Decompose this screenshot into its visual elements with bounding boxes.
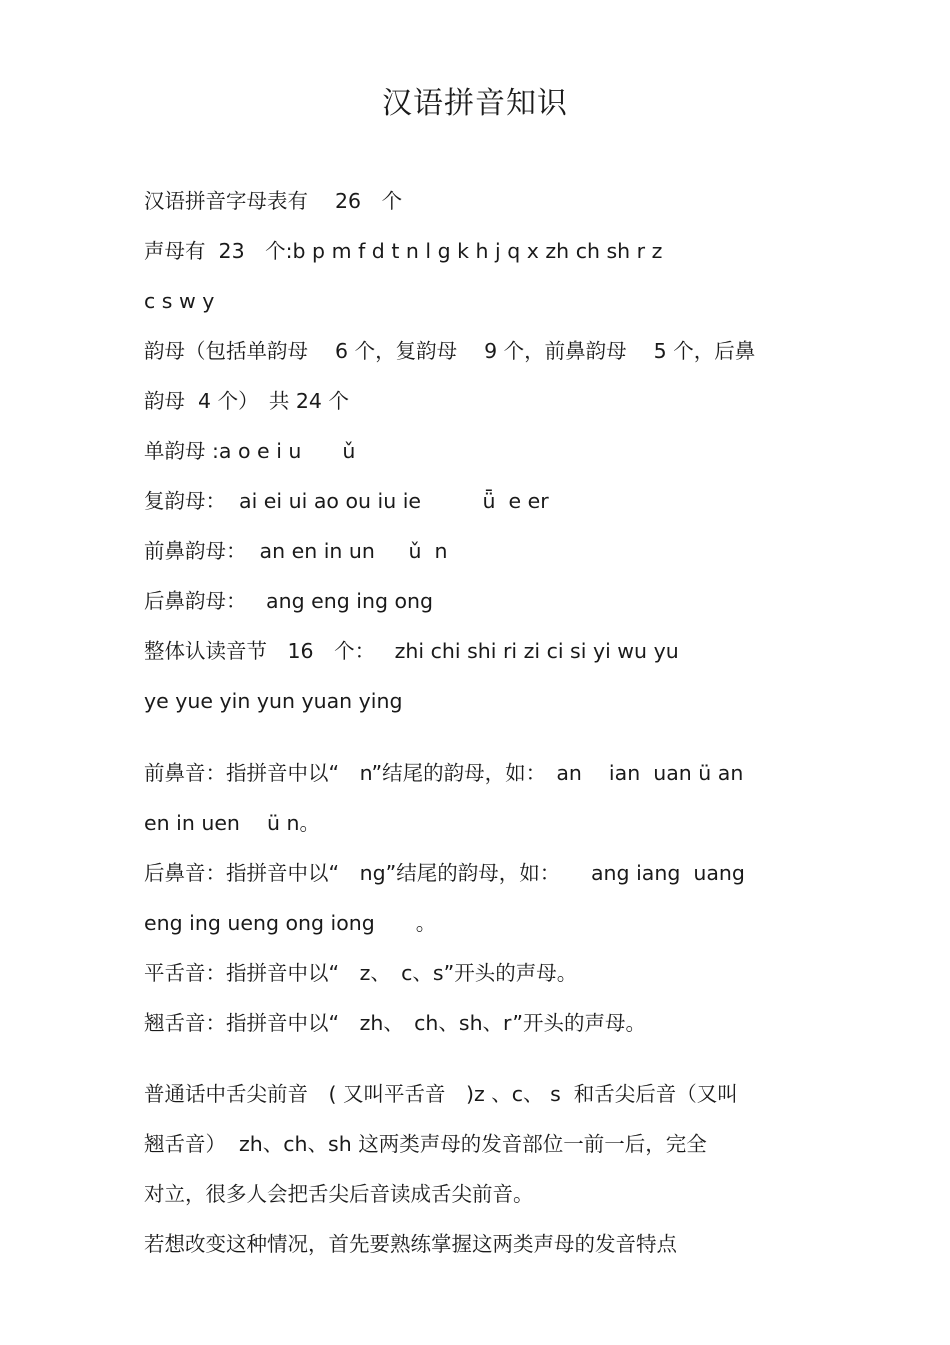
text-line-back-nasal-def: 后鼻音：指拼音中以“ ng”结尾的韵母，如： ang iang uang: [144, 861, 745, 885]
text-line-retroflex-def: 翘舌音：指拼音中以“ zh、 ch、sh、r”开头的声母。: [144, 1011, 646, 1035]
text-line-compound-finals: 复韵母： ai ei ui ao ou iu ie ǖ e er: [144, 489, 549, 513]
text-line-paragraph-4: 若想改变这种情况，首先要熟练掌握这两类声母的发音特点: [144, 1232, 677, 1256]
text-line-simple-finals: 单韵母 :a o e i u ǔ: [144, 439, 356, 463]
text-line-whole-syllables-cont: ye yue yin yun yuan ying: [144, 689, 403, 713]
document-title: 汉语拼音知识: [382, 86, 568, 121]
text-line-paragraph-1: 普通话中舌尖前音 ( 又叫平舌音 )z 、c、 s 和舌尖后音（又叫: [144, 1082, 738, 1106]
text-line-initials-cont: c s w y: [144, 289, 215, 313]
text-line-back-nasal-finals: 后鼻韵母： ang eng ing ong: [144, 589, 434, 613]
text-line-paragraph-3: 对立，很多人会把舌尖后音读成舌尖前音。: [144, 1182, 534, 1206]
text-line-back-nasal-def-cont: eng ing ueng ong iong 。: [144, 911, 437, 935]
text-line-front-nasal-finals: 前鼻韵母： an en in un ǔ n: [144, 539, 448, 563]
text-line-whole-syllables: 整体认读音节 16 个： zhi chi shi ri zi ci si yi wu yu: [144, 639, 679, 663]
text-line-front-nasal-def-cont: en in uen ü n。: [144, 811, 320, 835]
text-line-paragraph-2: 翘舌音） zh、ch、sh 这两类声母的发音部位一前一后，完全: [144, 1132, 707, 1156]
text-line-finals-summary: 韵母（包括单韵母 6 个，复韵母 9 个，前鼻韵母 5 个，后鼻: [144, 339, 756, 363]
text-line-flat-tongue-def: 平舌音：指拼音中以“ z、 c、s”开头的声母。: [144, 961, 578, 985]
text-line-alphabet-count: 汉语拼音字母表有 26 个: [144, 189, 403, 213]
text-line-front-nasal-def: 前鼻音：指拼音中以“ n”结尾的韵母，如： an ian uan ü an: [144, 761, 744, 785]
text-line-initials: 声母有 23 个:b p m f d t n l g k h j q x zh ch sh r z: [144, 239, 663, 263]
text-line-finals-summary-cont: 韵母 4 个） 共 24 个: [144, 389, 349, 413]
